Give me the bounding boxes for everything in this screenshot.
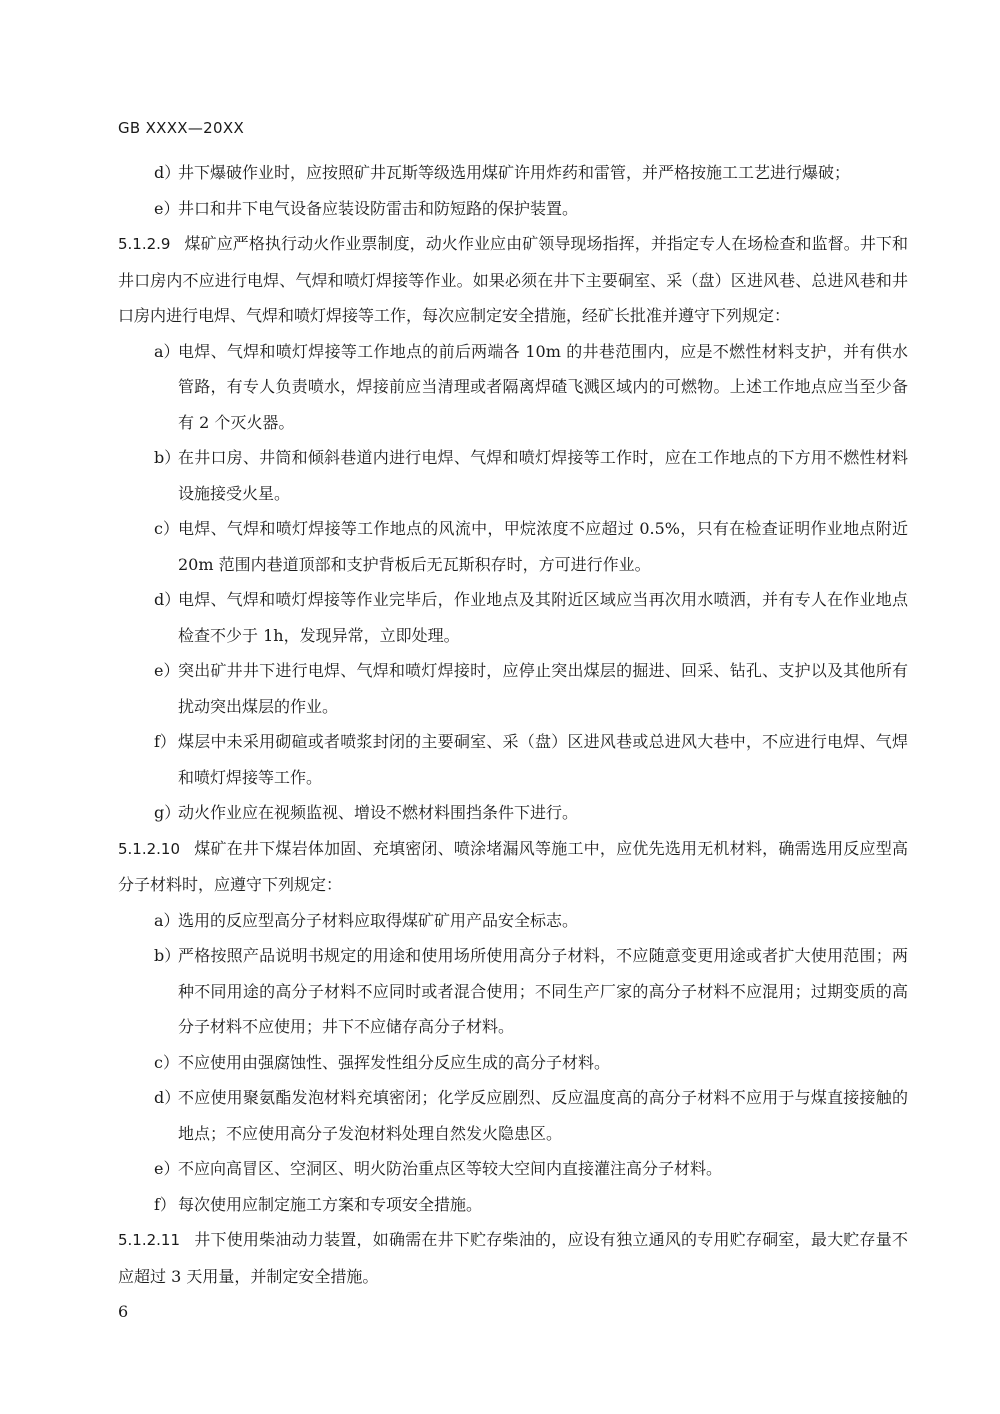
item-text: 煤层中未采用砌碹或者喷浆封闭的主要硐室、采（盘）区进风巷或总进风大巷中，不应进行电焊、气焊和喷灯焊接等工作。 <box>178 732 908 787</box>
list-item <box>118 440 908 511</box>
item-label: a） <box>154 910 180 930</box>
item-text: 在井口房、井筒和倾斜巷道内进行电焊、气焊和喷灯焊接等工作时，应在工作地点的下方用不燃性材料设施接受火星。 <box>178 448 908 503</box>
item-text: 井口和井下电气设备应装设防雷击和防短路的保护装置。 <box>178 198 579 218</box>
item-label: c） <box>154 519 179 538</box>
document-body <box>118 155 908 1294</box>
list-item <box>118 795 908 831</box>
clause-text: 井下使用柴油动力装置，如确需在井下贮存柴油的，应设有独立通风的专用贮存硐室，最大贮存量不应超过 3 天用量，并制定安全措施。 <box>118 1230 908 1286</box>
clause-number: 5.1.2.10 <box>118 839 181 858</box>
clause-paragraph <box>118 226 908 334</box>
item-label: f） <box>154 1194 176 1214</box>
item-label: a） <box>154 341 180 361</box>
document-code: GB XXXX—20XX <box>118 119 245 137</box>
item-text: 每次使用应制定施工方案和专项安全措施。 <box>178 1194 483 1214</box>
list-item <box>118 334 908 441</box>
item-label: c） <box>154 1052 179 1072</box>
list-item <box>118 511 908 582</box>
item-label: e） <box>154 198 180 218</box>
item-label: b） <box>154 946 181 965</box>
item-text: 严格按照产品说明书规定的用途和使用场所使用高分子材料，不应随意变更用途或者扩大使用范围；两种不同用途的高分子材料不应同时或者混合使用；不同生产厂家的高分子材料不应混用；过期变质的高分子材料不应使用；井下不应储存高分子材料。 <box>178 946 908 1036</box>
item-text: 电焊、气焊和喷灯焊接等工作地点的前后两端各 10m 的井巷范围内，应是不燃性材料支护，并有供水管路，有专人负责喷水，焊接前应当清理或者隔离焊碴飞溅区域内的可燃物。上述工作地点应当至少备有 2 个灭火器。 <box>178 341 908 432</box>
item-text: 突出矿井井下进行电焊、气焊和喷灯焊接时，应停止突出煤层的掘进、回采、钻孔、支护以及其他所有扰动突出煤层的作业。 <box>178 661 908 716</box>
item-text: 电焊、气焊和喷灯焊接等工作地点的风流中，甲烷浓度不应超过 0.5%，只有在检查证明作业地点附近 20m 范围内巷道顶部和支护背板后无瓦斯积存时，方可进行作业。 <box>178 519 908 574</box>
item-text: 动火作业应在视频监视、增设不燃材料围挡条件下进行。 <box>178 803 579 822</box>
clause-paragraph <box>118 1222 908 1294</box>
clause-number: 5.1.2.9 <box>118 235 171 253</box>
item-text: 电焊、气焊和喷灯焊接等作业完毕后，作业地点及其附近区域应当再次用水喷洒，并有专人在作业地点检查不少于 1h，发现异常，立即处理。 <box>178 590 908 645</box>
list-item <box>118 653 908 724</box>
list-item <box>118 1080 908 1151</box>
item-label: g） <box>154 803 181 822</box>
list-item <box>118 1187 908 1223</box>
item-label: f） <box>154 732 176 751</box>
item-text: 选用的反应型高分子材料应取得煤矿矿用产品安全标志。 <box>178 910 579 930</box>
list-item <box>118 155 908 191</box>
item-text: 不应向高冒区、空洞区、明火防治重点区等较大空间内直接灌注高分子材料。 <box>178 1159 723 1178</box>
list-item <box>118 724 908 795</box>
list-item <box>118 1045 908 1081</box>
item-text: 不应使用聚氨酯发泡材料充填密闭；化学反应剧烈、反应温度高的高分子材料不应用于与煤直接接触的地点；不应使用高分子发泡材料处理自然发火隐患区。 <box>178 1088 908 1143</box>
clause-text: 煤矿应严格执行动火作业票制度，动火作业应由矿领导现场指挥，并指定专人在场检查和监督。井下和井口房内不应进行电焊、气焊和喷灯焊接等作业。如果必须在井下主要硐室、采（盘）区进风巷、总进风巷和井口房内进行电焊、气焊和喷灯焊接等工作，每次应制定安全措施，经矿长批准并遵守下列规定： <box>118 234 908 325</box>
clause-number: 5.1.2.11 <box>118 1231 181 1249</box>
list-item <box>118 903 908 939</box>
page-number: 6 <box>118 1302 129 1321</box>
list-item <box>118 191 908 227</box>
list-item <box>118 938 908 1045</box>
list-item <box>118 582 908 653</box>
item-label: b） <box>154 448 181 467</box>
item-label: d） <box>154 163 181 182</box>
item-label: d） <box>154 1088 181 1107</box>
clause-paragraph <box>118 831 908 903</box>
clause-text: 煤矿在井下煤岩体加固、充填密闭、喷涂堵漏风等施工中，应优先选用无机材料，确需选用反应型高分子材料时，应遵守下列规定： <box>118 838 908 894</box>
item-label: e） <box>154 661 180 680</box>
item-text: 不应使用由强腐蚀性、强挥发性组分反应生成的高分子材料。 <box>178 1052 611 1072</box>
item-text: 井下爆破作业时，应按照矿井瓦斯等级选用煤矿许用炸药和雷管，并严格按施工工艺进行爆破； <box>178 163 851 182</box>
list-item <box>118 1151 908 1187</box>
item-label: d） <box>154 590 181 609</box>
item-label: e） <box>154 1159 180 1178</box>
